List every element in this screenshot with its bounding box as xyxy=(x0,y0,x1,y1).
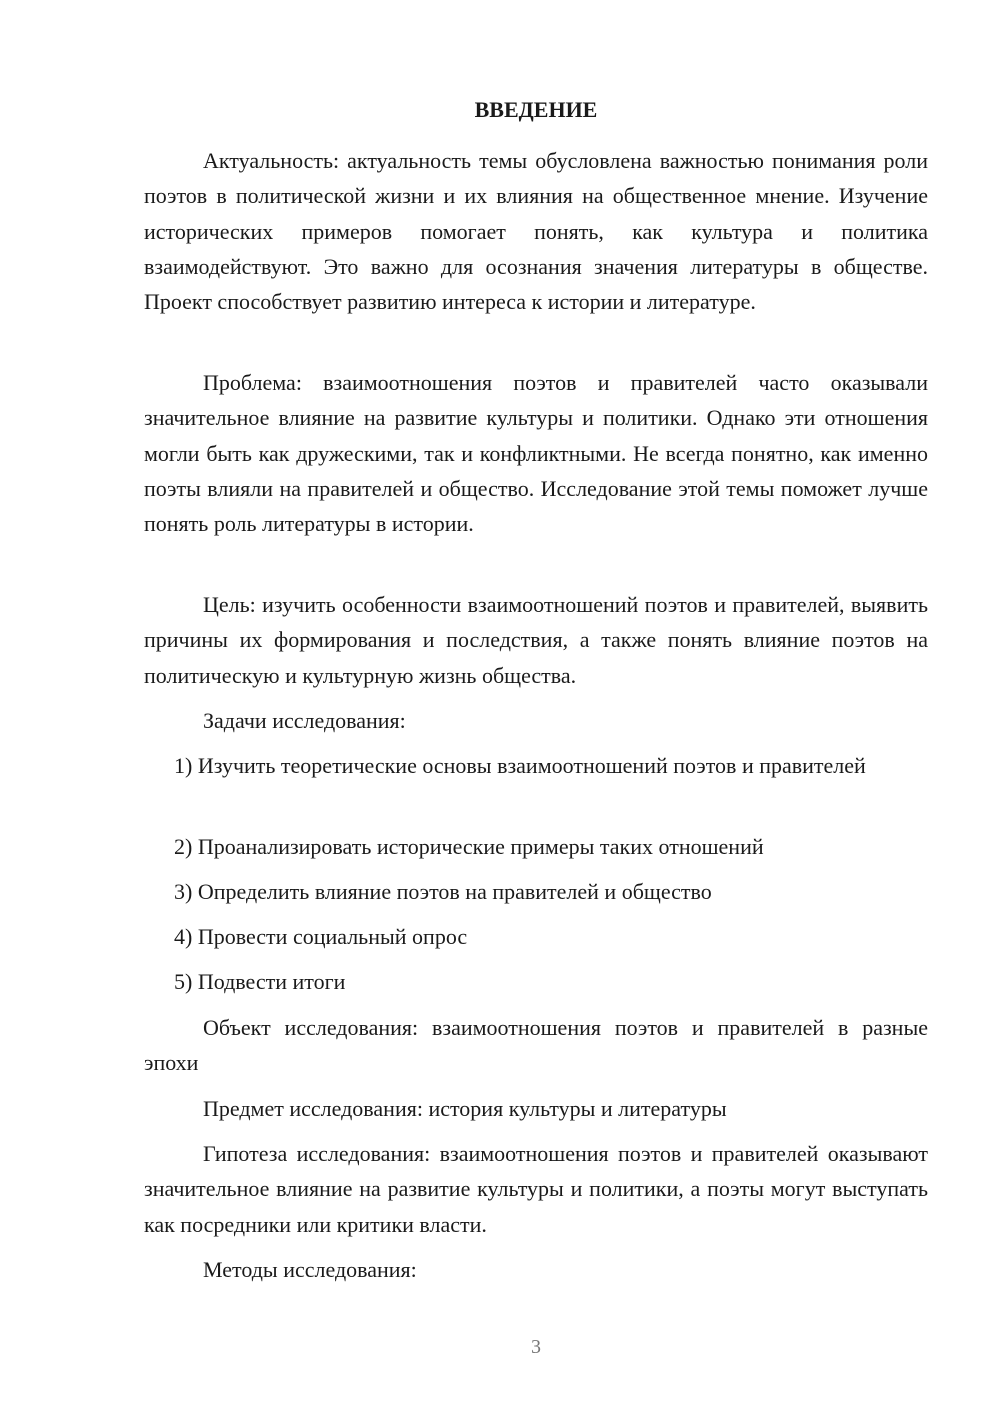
subject-paragraph: Предмет исследования: история культуры и литературы xyxy=(203,1096,727,1121)
section-title: ВВЕДЕНИЕ xyxy=(474,97,598,122)
task-item-3: 3) Определить влияние поэтов на правителей и общество xyxy=(174,879,712,904)
task-item-2: 2) Проанализировать исторические примеры таких отношений xyxy=(174,834,764,859)
task-item-5: 5) Подвести итоги xyxy=(174,969,346,994)
goal-paragraph: Цель: изучить особенности взаимоотношений поэтов и правителей, выявить причины их формирования и последствия, а также понять влияние поэтов на политическую и культурную жизнь общества. xyxy=(144,592,928,688)
methods-heading: Методы исследования: xyxy=(203,1257,417,1282)
object-paragraph: Объект исследования: взаимоотношения поэтов и правителей в разные эпохи xyxy=(144,1015,928,1076)
hypothesis-paragraph: Гипотеза исследования: взаимоотношения поэтов и правителей оказывают значительное влияние на развитие культуры и политики, а поэты могут выступать как посредники или критики власти. xyxy=(144,1141,928,1237)
task-item-4: 4) Провести социальный опрос xyxy=(174,924,468,949)
page-number: 3 xyxy=(531,1336,541,1358)
tasks-heading: Задачи исследования: xyxy=(203,708,406,733)
problem-paragraph: Проблема: взаимоотношения поэтов и правителей часто оказывали значительное влияние на развитие культуры и политики. Однако эти отношения могли быть как дружескими, так и конфликтными. Не всегда понятно, как именно поэты влияли на правителей и общество. Исследование этой темы поможет лучше понять роль литературы в истории. xyxy=(144,370,928,537)
task-item-1: 1) Изучить теоретические основы взаимоотношений поэтов и правителей xyxy=(174,753,866,778)
relevance-paragraph: Актуальность: актуальность темы обусловлена важностью понимания роли поэтов в политической жизни и их влияния на общественное мнение. Изучение исторических примеров помогает понять, как культура и политика взаимодействуют. Это важно для осознания значения литературы в обществе. Проект способствует развитию интереса к истории и литературе. xyxy=(144,148,928,315)
